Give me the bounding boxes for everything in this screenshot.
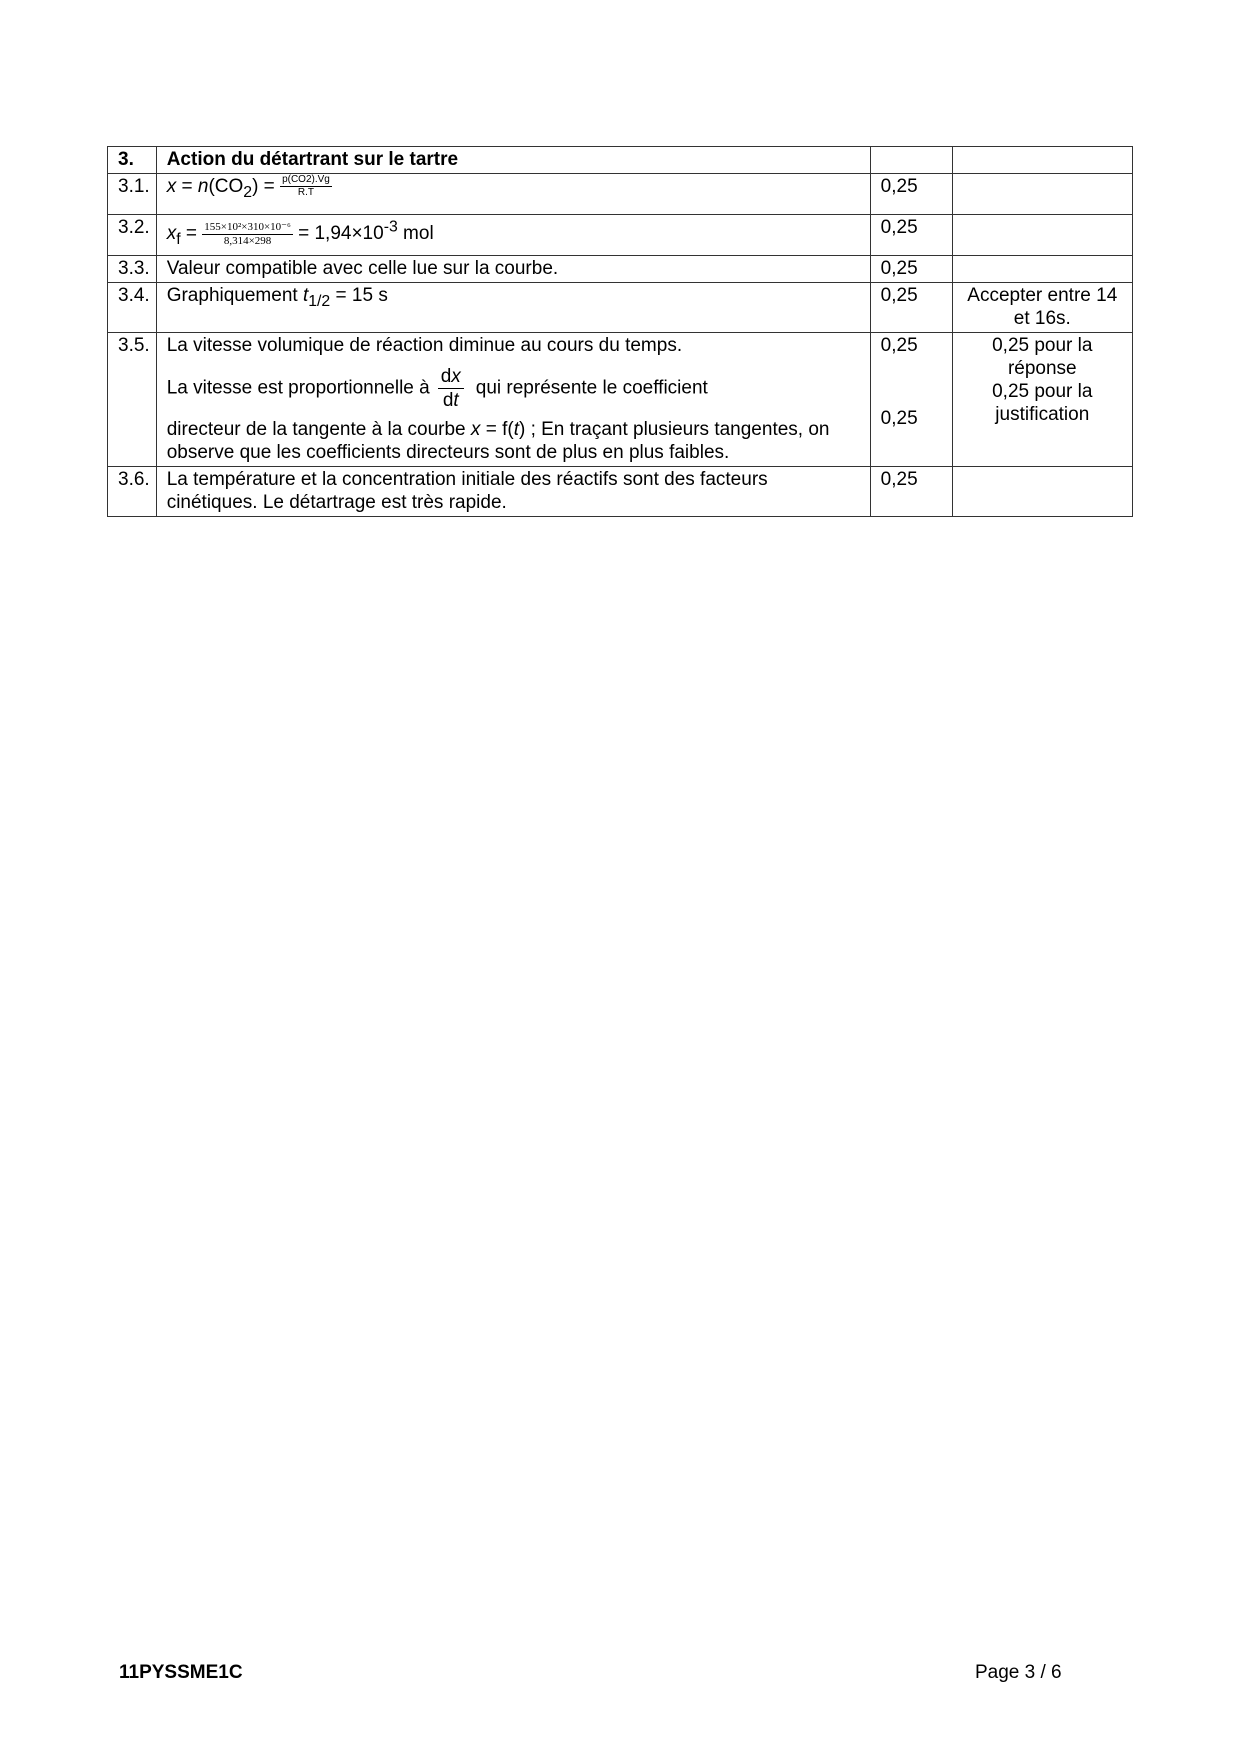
answer-cell — [156, 174, 870, 215]
section-title: Action du détartrant sur le tartre — [156, 147, 870, 174]
answer-line — [167, 418, 860, 464]
var-x: x — [166, 176, 177, 197]
document-code: 11PYSSME1C — [119, 1662, 243, 1683]
comment-cell — [952, 467, 1132, 517]
comment-cell — [952, 333, 1132, 467]
points-value: 0,25 — [880, 335, 918, 356]
answer-cell — [156, 215, 870, 256]
comment-text: 0,25 pour la justification — [992, 381, 1093, 425]
table-row — [108, 256, 1133, 283]
var-x: x — [470, 419, 481, 440]
fraction-pv-rt — [280, 175, 332, 198]
fraction-numerator: p(CO2).Vg — [282, 174, 330, 186]
table-row — [108, 174, 1133, 215]
fraction-numerator: 155×10²×310×10⁻⁶ — [204, 220, 291, 233]
answer-text: Graphiquement — [166, 285, 303, 306]
answer-text: qui représente le coefficient — [475, 377, 708, 399]
question-number: 3.2. — [108, 215, 157, 256]
points-value: 0,25 — [880, 408, 918, 429]
equals-sign: = — [180, 223, 203, 245]
fraction-denominator: 8,314×298 — [223, 234, 272, 247]
answer-cell: La température et la concentration initiale des réactifs sont des facteurs cinétiques. Le détartrage est très rapide. — [156, 467, 870, 517]
table-row — [108, 467, 1133, 517]
comment-text: 0,25 pour la réponse — [992, 335, 1093, 379]
question-number: 3.3. — [108, 256, 157, 283]
fraction-numeric — [202, 222, 293, 247]
page-number: Page 3 / 6 — [975, 1662, 1062, 1683]
result-unit: mol — [397, 223, 434, 245]
var-t: t — [513, 419, 519, 440]
section-header-row — [108, 147, 1133, 174]
section-points — [870, 147, 952, 174]
var-t: t — [302, 285, 309, 306]
fraction-denominator: R.T — [297, 187, 315, 199]
answer-text: La vitesse est proportionnelle à — [166, 377, 430, 399]
section-number: 3. — [108, 147, 157, 174]
answer-text: ) ; En traçant plusieurs tangentes, on observe que les coefficients directeurs sont de plus en plus faibles. — [166, 419, 830, 463]
equals-sign: = — [176, 176, 198, 197]
answer-line — [167, 365, 860, 412]
question-number: 3.1. — [108, 174, 157, 215]
subscript-half: 1/2 — [308, 292, 331, 310]
close-paren: ) = — [252, 176, 281, 197]
points-cell — [870, 333, 952, 467]
comment-cell — [952, 215, 1132, 256]
result-exponent: -3 — [383, 219, 398, 236]
comment-cell — [952, 174, 1132, 215]
answer-cell — [156, 333, 870, 467]
answer-text: = f( — [480, 419, 514, 440]
table-row — [108, 215, 1133, 256]
answer-text: directeur de la tangente à la courbe — [166, 419, 471, 440]
formula-3-2 — [166, 219, 434, 249]
points-cell: 0,25 — [870, 256, 952, 283]
answer-cell: Valeur compatible avec celle lue sur la courbe. — [156, 256, 870, 283]
question-number: 3.5. — [108, 333, 157, 467]
comment-cell — [952, 256, 1132, 283]
comment-cell: Accepter entre 14 et 16s. — [952, 283, 1132, 333]
answer-cell — [156, 283, 870, 333]
formula-3-1 — [166, 174, 332, 201]
section-comment — [952, 147, 1132, 174]
fraction-denominator: dt — [442, 390, 459, 411]
table-row — [108, 333, 1133, 467]
subscript-2: 2 — [243, 183, 253, 201]
question-number: 3.4. — [108, 283, 157, 333]
question-number: 3.6. — [108, 467, 157, 517]
var-n: n — [197, 176, 209, 197]
answer-line: La vitesse volumique de réaction diminue au cours du temps. — [166, 335, 683, 356]
result-value: = 1,94×10 — [292, 223, 384, 245]
grading-table — [107, 146, 1133, 517]
points-cell: 0,25 — [870, 174, 952, 215]
points-cell: 0,25 — [870, 467, 952, 517]
fraction-dx-dt — [438, 365, 464, 412]
points-cell: 0,25 — [870, 283, 952, 333]
answer-text: = 15 s — [330, 285, 388, 306]
points-cell: 0,25 — [870, 215, 952, 256]
fraction-numerator: dx — [438, 365, 464, 389]
subscript-f: f — [176, 231, 181, 249]
co-text: (CO — [208, 176, 244, 197]
var-x: x — [166, 223, 177, 245]
table-row — [108, 283, 1133, 333]
